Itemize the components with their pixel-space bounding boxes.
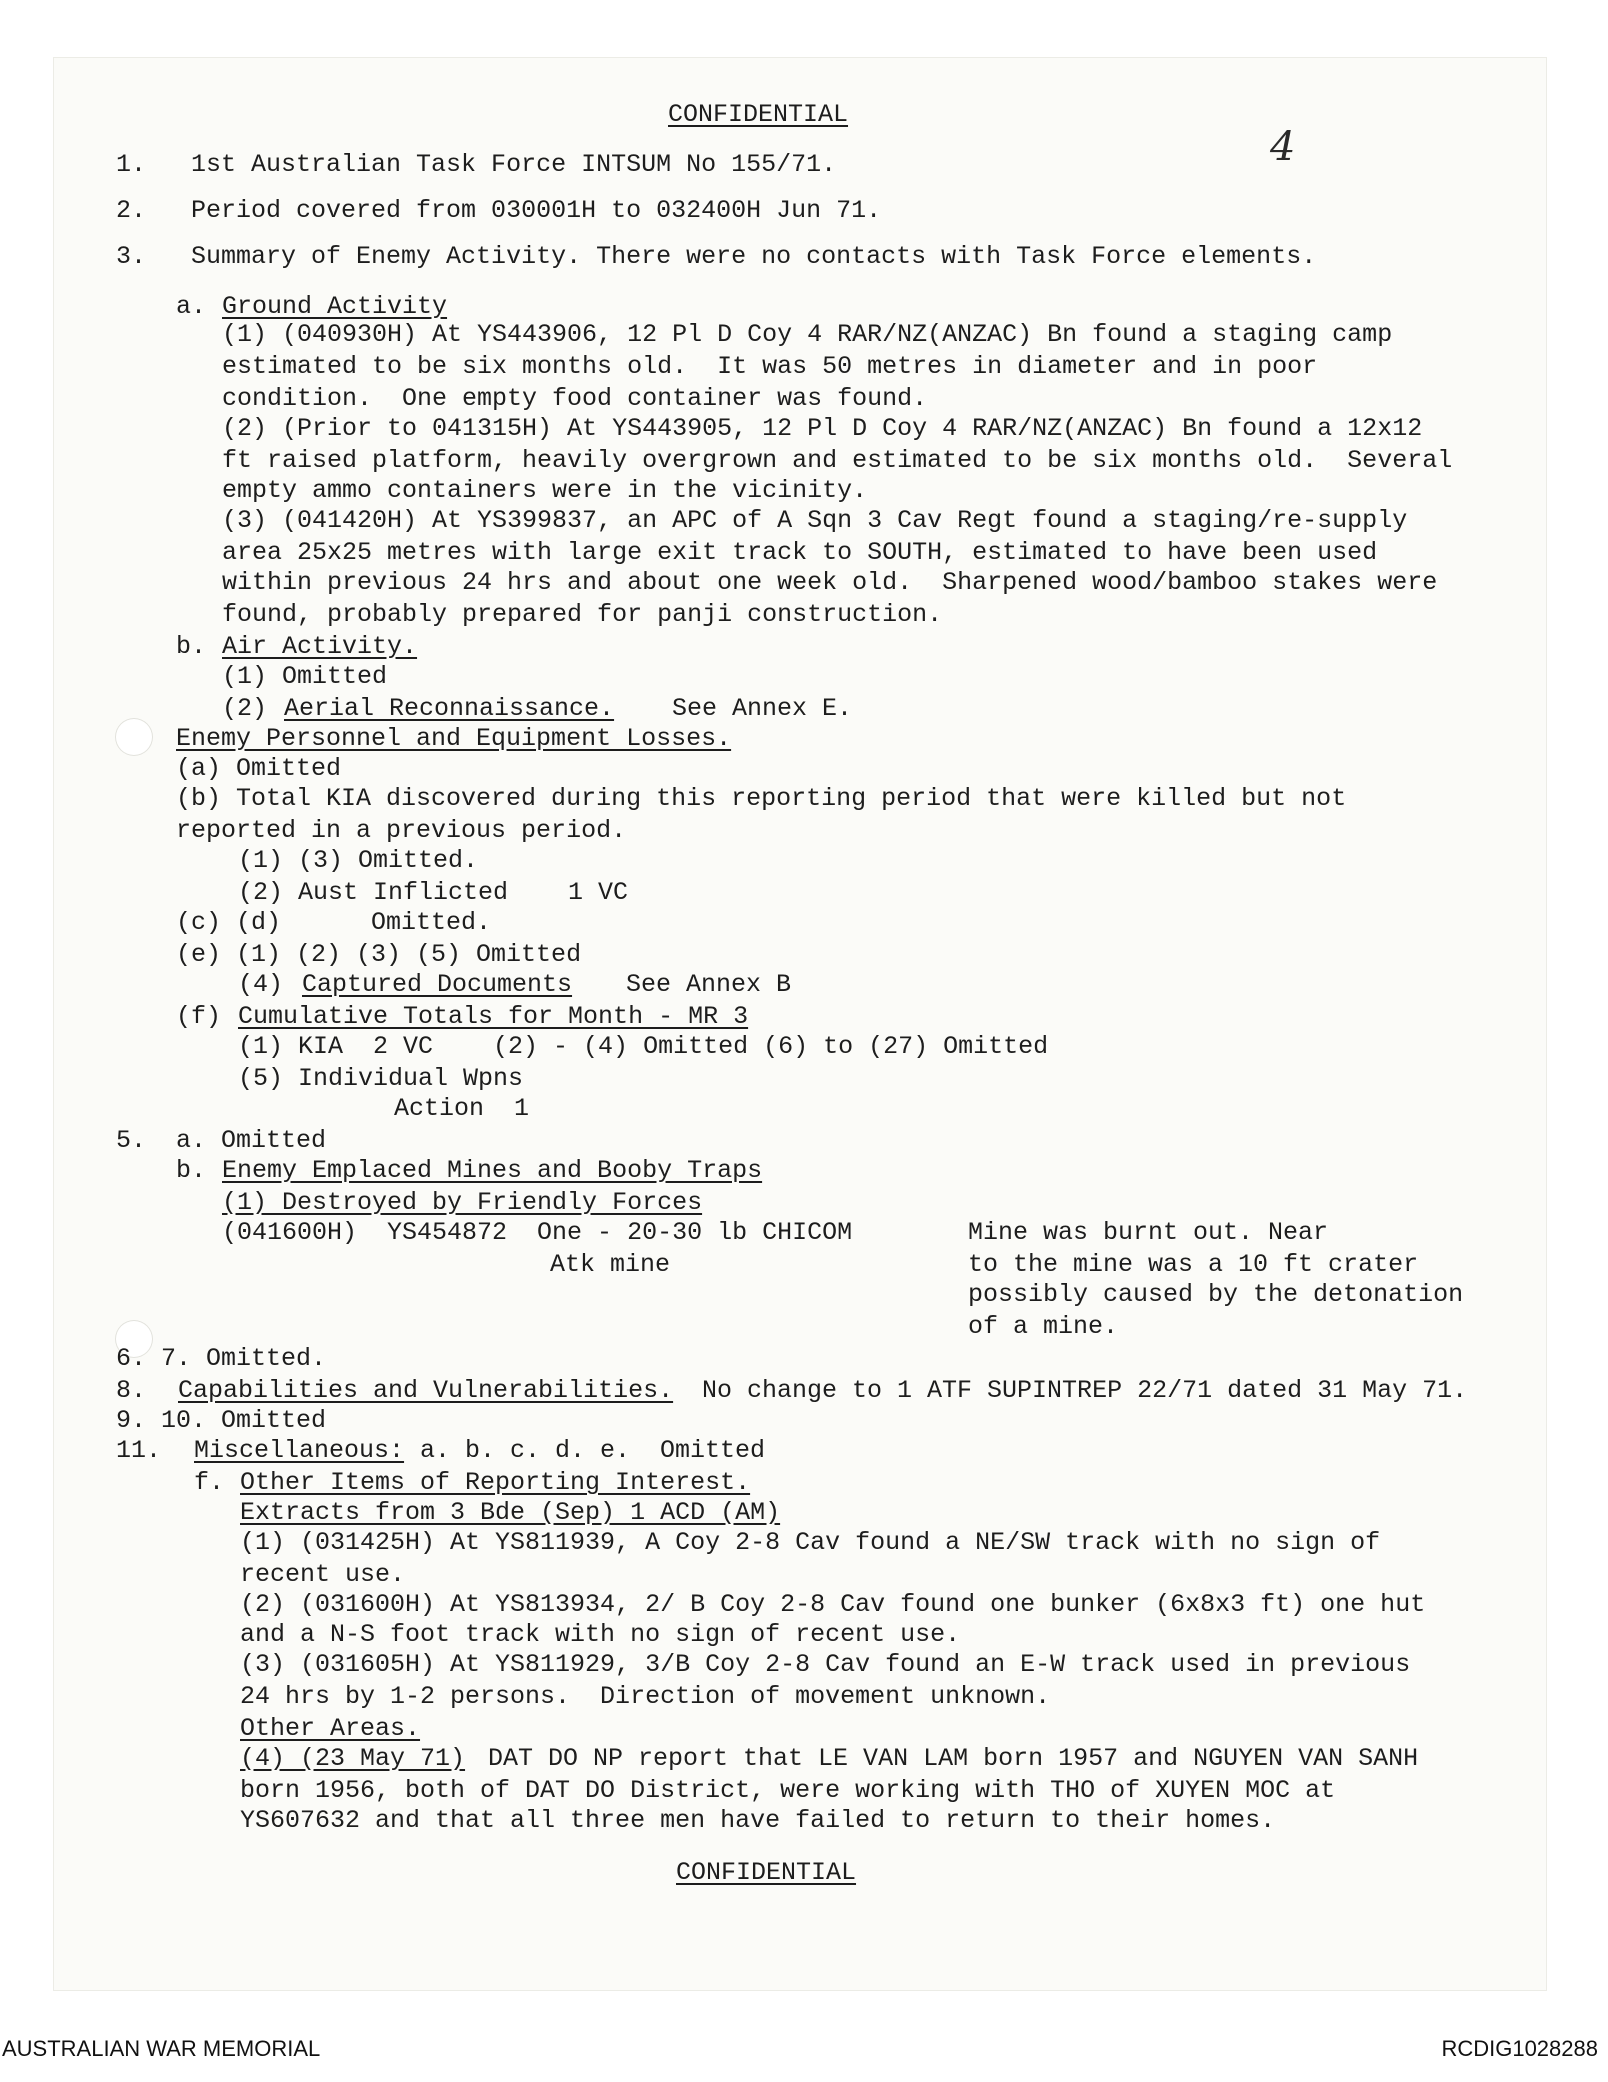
section-heading: Extracts from 3 Bde (Sep) 1 ACD (AM)	[240, 1498, 781, 1527]
para-2: 2. Period covered from 030001H to 032400H Jun 71.	[116, 196, 882, 225]
classification-footer: CONFIDENTIAL	[676, 1858, 857, 1887]
handwritten-page-number: 4	[1270, 124, 1296, 170]
text-line: Atk mine	[550, 1250, 671, 1279]
section-heading: Ground Activity	[222, 292, 448, 321]
text-line: born 1956, both of DAT DO District, were working with THO of XUYEN MOC at	[240, 1776, 1336, 1805]
text-line: recent use.	[240, 1560, 406, 1589]
text-line: See Annex E.	[672, 694, 853, 723]
para-9-10: 9. 10. Omitted	[116, 1406, 327, 1435]
text-line: (f)	[176, 1002, 222, 1031]
section-heading: (4) (23 May 71)	[240, 1744, 466, 1773]
remark-line: possibly caused by the detonation	[968, 1280, 1464, 1309]
punch-hole	[115, 718, 153, 756]
text-line: (041600H) YS454872 One - 20-30 lb CHICOM	[222, 1218, 853, 1247]
remark-line: to the mine was a 10 ft crater	[968, 1250, 1419, 1279]
text-line: ft raised platform, heavily overgrown and estimated to be six months old. Several	[222, 446, 1453, 475]
section-heading: Aerial Reconnaissance.	[284, 694, 615, 723]
classification-header: CONFIDENTIAL	[668, 100, 849, 129]
remark-line: Mine was burnt out. Near	[968, 1218, 1329, 1247]
remark-line: of a mine.	[968, 1312, 1119, 1341]
para-5: 5. a. Omitted	[116, 1126, 327, 1155]
section-heading: Miscellaneous:	[194, 1436, 405, 1465]
text-line: (1) Omitted	[222, 662, 388, 691]
text-line: (1) (040930H) At YS443906, 12 Pl D Coy 4 RAR/NZ(ANZAC) Bn found a staging camp	[222, 320, 1393, 349]
text-line: (1) (3) Omitted.	[238, 846, 479, 875]
text-line: (e) (1) (2) (3) (5) Omitted	[176, 940, 582, 969]
section-heading: Air Activity.	[222, 632, 418, 661]
text-line: (1) KIA 2 VC (2) - (4) Omitted (6) to (27) Omitted	[238, 1032, 1049, 1061]
text-line: (2)	[222, 694, 268, 723]
section-heading: Capabilities and Vulnerabilities.	[178, 1376, 674, 1405]
text-line: estimated to be six months old. It was 50 metres in diameter and in poor	[222, 352, 1318, 381]
text-line: (c) (d) Omitted.	[176, 908, 492, 937]
text-line: No change to 1 ATF SUPINTREP 22/71 dated 31 May 71.	[702, 1376, 1468, 1405]
sub-label: b.	[176, 632, 207, 661]
text-line: YS607632 and that all three men have failed to return to their homes.	[240, 1806, 1276, 1835]
section-heading: Cumulative Totals for Month - MR 3	[238, 1002, 749, 1031]
sub-label: f.	[194, 1468, 225, 1497]
text-line: (2) (031600H) At YS813934, 2/ B Coy 2-8 Cav found one bunker (6x8x3 ft) one hut	[240, 1590, 1426, 1619]
text-line: condition. One empty food container was found.	[222, 384, 928, 413]
text-line: (a) Omitted	[176, 754, 342, 783]
section-heading: Other Areas.	[240, 1714, 421, 1743]
text-line: (2) (Prior to 041315H) At YS443905, 12 Pl D Coy 4 RAR/NZ(ANZAC) Bn found a 12x12	[222, 414, 1423, 443]
para-8: 8.	[116, 1376, 147, 1405]
text-line: See Annex B	[626, 970, 792, 999]
archive-label: AUSTRALIAN WAR MEMORIAL	[2, 2036, 321, 2061]
section-heading: Other Items of Reporting Interest.	[240, 1468, 751, 1497]
section-heading: Enemy Emplaced Mines and Booby Traps	[222, 1156, 763, 1185]
text-line: (5) Individual Wpns	[238, 1064, 524, 1093]
text-line: found, probably prepared for panji construction.	[222, 600, 943, 629]
text-line: DAT DO NP report that LE VAN LAM born 1957 and NGUYEN VAN SANH	[488, 1744, 1419, 1773]
para-6-7: 6. 7. Omitted.	[116, 1344, 327, 1373]
text-line: within previous 24 hrs and about one week old. Sharpened wood/bamboo stakes were	[222, 568, 1438, 597]
para-3: 3. Summary of Enemy Activity. There were no contacts with Task Force elements.	[116, 242, 1317, 271]
section-heading: (1) Destroyed by Friendly Forces	[222, 1188, 703, 1217]
section-heading: Enemy Personnel and Equipment Losses.	[176, 724, 732, 753]
text-line: (4)	[238, 970, 284, 999]
text-line: area 25x25 metres with large exit track to SOUTH, estimated to have been used	[222, 538, 1378, 567]
text-line: Action 1	[394, 1094, 530, 1123]
text-line: empty ammo containers were in the vicinity.	[222, 476, 868, 505]
text-line: a. b. c. d. e. Omitted	[420, 1436, 766, 1465]
para-1: 1. 1st Australian Task Force INTSUM No 155/71.	[116, 150, 837, 179]
archive-id: RCDIG1028288	[1441, 2036, 1598, 2061]
section-heading: Captured Documents	[302, 970, 573, 999]
text-line: (b) Total KIA discovered during this reporting period that were killed but not	[176, 784, 1347, 813]
text-line: (3) (031605H) At YS811929, 3/B Coy 2-8 Cav found an E-W track used in previous	[240, 1650, 1411, 1679]
text-line: (1) (031425H) At YS811939, A Coy 2-8 Cav found a NE/SW track with no sign of	[240, 1528, 1381, 1557]
para-11: 11.	[116, 1436, 162, 1465]
text-line: and a N-S foot track with no sign of recent use.	[240, 1620, 961, 1649]
text-line: 24 hrs by 1-2 persons. Direction of movement unknown.	[240, 1682, 1051, 1711]
sub-label: b.	[176, 1156, 207, 1185]
text-line: reported in a previous period.	[176, 816, 627, 845]
sub-label: a.	[176, 292, 207, 321]
text-line: (3) (041420H) At YS399837, an APC of A Sqn 3 Cav Regt found a staging/re-supply	[222, 506, 1408, 535]
text-line: (2) Aust Inflicted 1 VC	[238, 878, 629, 907]
